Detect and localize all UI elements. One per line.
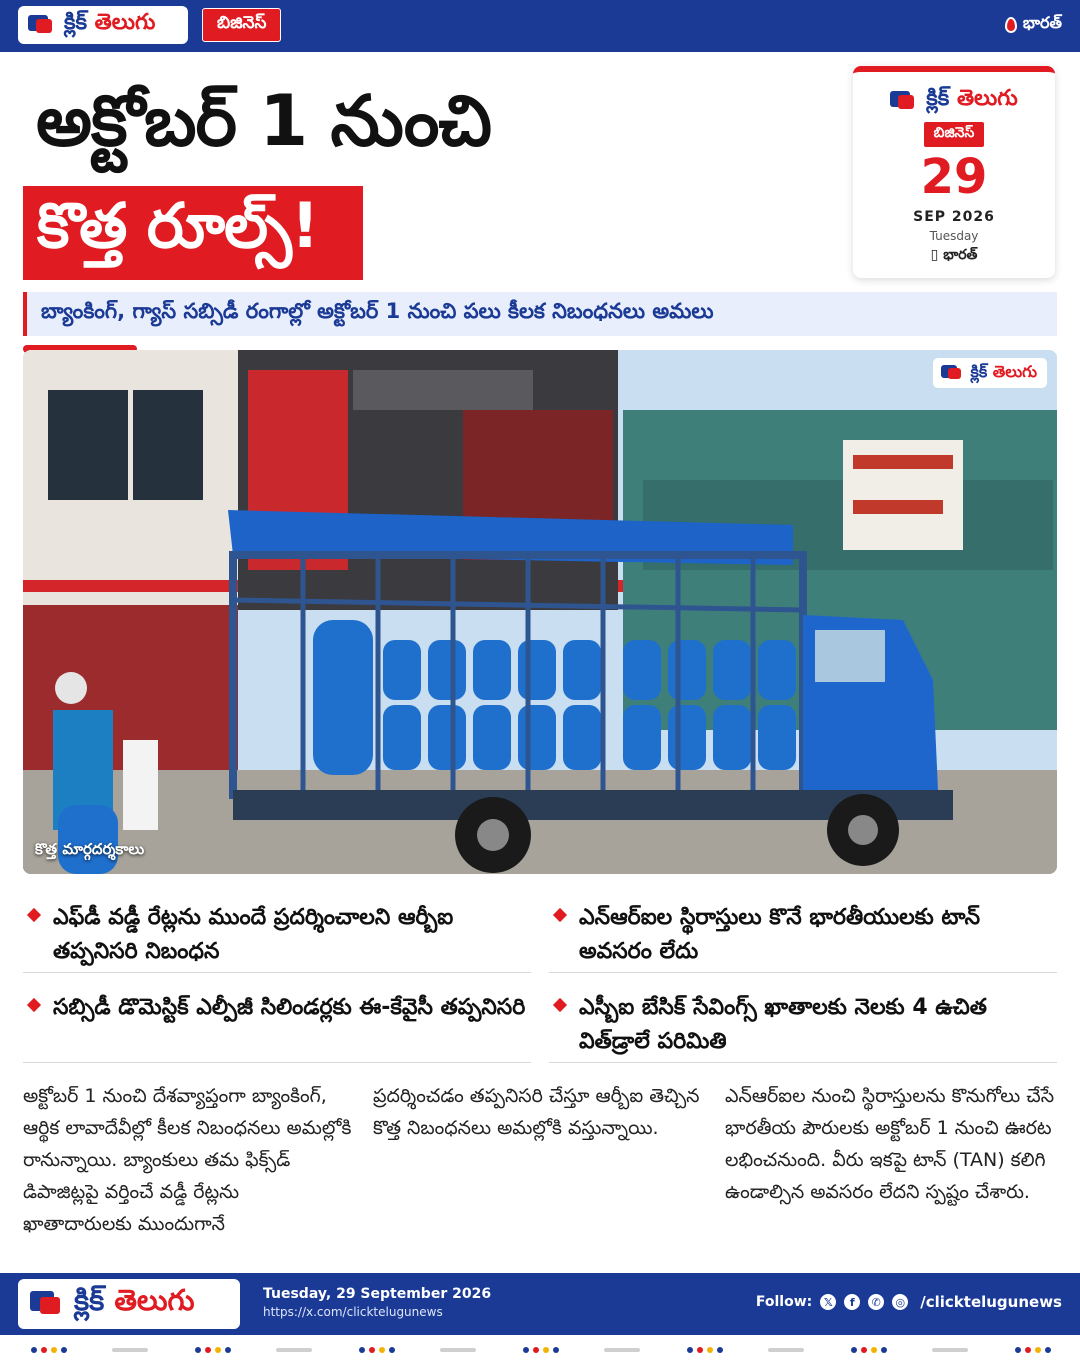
x-icon[interactable]: 𝕏 [820,1294,836,1310]
body-column-3: ఎన్ఆర్ఐల నుంచి స్థిరాస్తులను కొనుగోలు చేసే భారతీయ పౌరులకు అక్టోబర్ 1 నుంచి ఊరట లభించనుంది. వీరు ఇకపై టాన్ (TAN) కలిగి ఉండాల్సిన అవసరం లేదని స్పష్టం చేశారు. [725,1085,1055,1203]
footer-bar [0,1273,1080,1335]
date-card [853,66,1055,278]
highlight-item: ఎఫ్‌డీ వడ్డీ రేట్లను ముందే ప్రదర్శించాలని ఆర్బీఐ తప్పనిసరి నిబంధన [23,883,531,973]
location-tag [1005,13,1062,36]
date-card-day: 29 [920,149,988,205]
facebook-icon[interactable]: f [844,1294,860,1310]
hero-photo [23,350,1057,874]
headline-line-1: అక్టోబర్ 1 నుంచి [36,80,491,162]
footer-logo[interactable]: క్లిక్ తెలుగు [18,1279,240,1329]
chat-bubble-icon [890,89,918,113]
top-bar [0,0,1080,52]
chat-bubble-icon [941,363,965,383]
follow-label: Follow: [755,1294,813,1310]
highlight-item: ఎస్బీఐ బేసిక్ సేవింగ్స్ ఖాతాలకు నెలకు 4 ఉచిత విత్‌డ్రాలే పరిమితి [549,973,1057,1063]
date-card-weekday: Tuesday [929,229,979,243]
date-card-location: ▯ భారత్ [930,247,978,263]
date-card-logo: క్లిక్ తెలుగు [853,86,1055,116]
location-pin-icon [1005,17,1017,33]
chat-bubble-icon [28,13,56,37]
bullet-diamond-icon [27,998,41,1012]
whatsapp-icon[interactable]: ✆ [868,1294,884,1310]
subheadline: బ్యాంకింగ్, గ్యాస్ సబ్సిడీ రంగాల్లో అక్టోబర్ 1 నుంచి పలు కీలక నిబంధనలు అమలు [41,299,714,323]
date-card-month: SEP 2026 [913,209,995,225]
instagram-icon[interactable]: ◎ [892,1294,908,1310]
headline-line-2: కొత్త రూల్స్! [37,189,319,262]
brand-logo[interactable] [18,6,188,44]
category-badge[interactable]: బిజినెస్ [202,8,281,42]
brand-name: క్లిక్ తెలుగు [64,10,156,35]
bullet-diamond-icon [553,908,567,922]
subheadline-bar [23,292,1057,336]
highlight-item: సబ్సిడీ డొమెస్టిక్ ఎల్పీజీ సిలిండర్లకు ఈ-కేవైసీ తప్పనిసరి [23,973,531,1063]
bottom-dot-decoration [0,1343,1080,1357]
body-column-1: అక్టోబర్ 1 నుంచి దేశవ్యాప్తంగా బ్యాంకింగ్, ఆర్థిక లావాదేవీల్లో కీలక నిబంధనలు అమల్లోకి రానున్నాయి. బ్యాంకులు తమ ఫిక్స్‌డ్ డిపాజిట్లపై వర్తించే వడ్డీ రేట్లను ఖాతాదారులకు ముందుగానే [23,1085,352,1235]
social-follow [756,1293,1062,1311]
headline-highlight-box [23,186,363,280]
bullet-diamond-icon [553,998,567,1012]
location-label: భారత్ [1022,13,1062,32]
chat-bubble-icon [30,1289,64,1319]
photo-caption: కొత్త మార్గదర్శకాలు [35,840,145,858]
date-card-category: బిజినెస్ [924,122,985,147]
highlight-item: ఎన్ఆర్ఐల స్థిరాస్తులు కొనే భారతీయులకు టాన్ అవసరం లేదు [549,883,1057,973]
body-column-2: ప్రదర్శించడం తప్పనిసరి చేస్తూ ఆర్బీఐ తెచ్చిన కొత్త నిబంధనలు అమల్లోకి వస్తున్నాయి. [373,1085,700,1139]
bullet-diamond-icon [27,908,41,922]
social-handle[interactable]: /clicktelugunews [920,1293,1062,1311]
gas-cylinder-truck-illustration [23,350,1057,874]
photo-watermark-logo: క్లిక్ తెలుగు [933,358,1047,388]
footer-date: Tuesday, 29 September 2026 [263,1286,492,1302]
footer-url[interactable]: https://x.com/clicktelugunews [263,1305,443,1319]
